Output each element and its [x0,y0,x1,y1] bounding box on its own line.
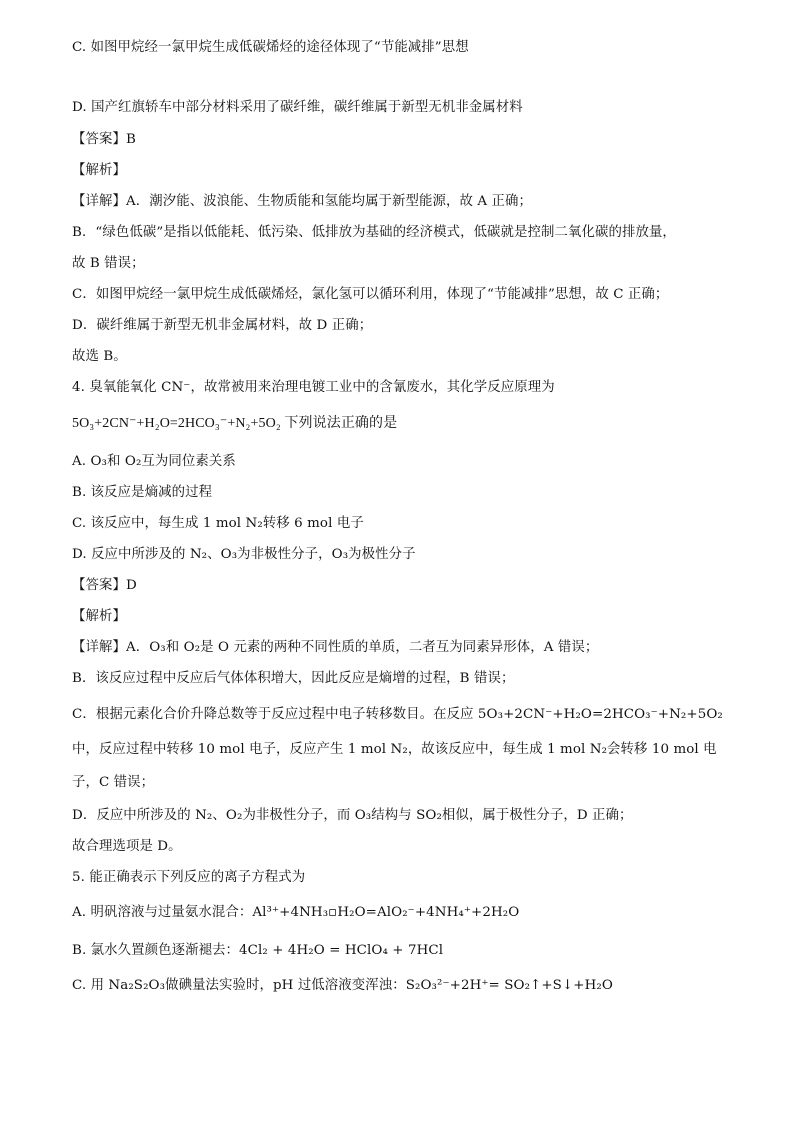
analysis-label: 【解析】 [72,163,126,178]
q4-detail-c: C．根据元素化合价升降总数等于反应过程中电子转移数目。在反应 5O₃+2CN⁻+H₂O=2HCO₃⁻+N₂+5O₂ [72,707,723,722]
q4-answer-label: 【答案】D [72,578,137,593]
detail-b-line: B．“绿色低碳”是指以低能耗、低污染、低排放为基础的经济模式，低碳就是控制二氧化碳的排放量， [72,225,676,240]
question-4-equation: 5O₃+2CN⁻+H₂O=2HCO₃⁻+N₂+5O₂ 下列说法正确的是 [72,416,398,431]
q5-option-a: A. 明矾溶液与过量氨水混合：Al³⁺+4NH₃▫H₂O=AlO₂⁻+4NH₄⁺+2H₂O [72,905,520,920]
question-4-stem: 4. 臭氧能氧化 CN⁻，故常被用来治理电镀工业中的含氰废水，其化学反应原理为 [72,380,555,395]
q4-detail-c-cont: 中，反应过程中转移 10 mol 电子，反应产生 1 mol N₂，故该反应中，每生成 1 mol N₂会转移 10 mol 电 [72,742,717,757]
detail-d-line: D．碳纤维属于新型无机非金属材料，故 D 正确； [72,318,373,333]
answer-label: 【答案】B [72,132,136,147]
detail-b-cont-line: 故 B 错误； [72,256,145,271]
detail-a-line: 【详解】A．潮汐能、波浪能、生物质能和氢能均属于新型能源，故 A 正确； [72,194,532,209]
conclusion-line: 故选 B。 [72,349,127,364]
q4-conclusion: 故合理选项是 D。 [72,839,182,854]
q4-option-a: A. O₃和 O₂互为同位素关系 [72,454,236,469]
q5-option-c: C. 用 Na₂S₂O₃做碘量法实验时，pH 过低溶液变浑浊：S₂O₃²⁻+2H⁺= SO₂↑+S↓+H₂O [72,978,613,993]
q4-option-b: B. 该反应是熵减的过程 [72,485,213,500]
q4-detail-c-end: 子，C 错误； [72,775,155,790]
q4-detail-a: 【详解】A．O₃和 O₂是 O 元素的两种不同性质的单质，二者互为同素异形体，A 错误； [72,640,599,655]
q4-detail-b: B．该反应过程中反应后气体体积增大，因此反应是熵增的过程，B 错误； [72,671,515,686]
q4-option-c: C. 该反应中，每生成 1 mol N₂转移 6 mol 电子 [72,516,364,531]
q4-option-d: D. 反应中所涉及的 N₂、O₃为非极性分子，O₃为极性分子 [72,547,416,562]
detail-c-line: C．如图甲烷经一氯甲烷生成低碳烯烃，氯化氢可以循环利用，体现了“节能减排”思想，故 C 正确； [72,287,669,302]
option-c-line: C. 如图甲烷经一氯甲烷生成低碳烯烃的途径体现了“节能减排”思想 [72,40,469,55]
q5-option-b: B. 氯水久置颜色逐渐褪去：4Cl₂ + 4H₂O = HClO₄ + 7HCl [72,943,444,958]
q4-detail-d: D．反应中所涉及的 N₂、O₂为非极性分子，而 O₃结构与 SO₂相似，属于极性分子，D 正确； [72,808,633,823]
q4-analysis-label: 【解析】 [72,609,126,624]
option-d-line: D. 国产红旗轿车中部分材料采用了碳纤维，碳纤维属于新型无机非金属材料 [72,100,523,115]
question-5-stem: 5. 能正确表示下列反应的离子方程式为 [72,870,306,885]
